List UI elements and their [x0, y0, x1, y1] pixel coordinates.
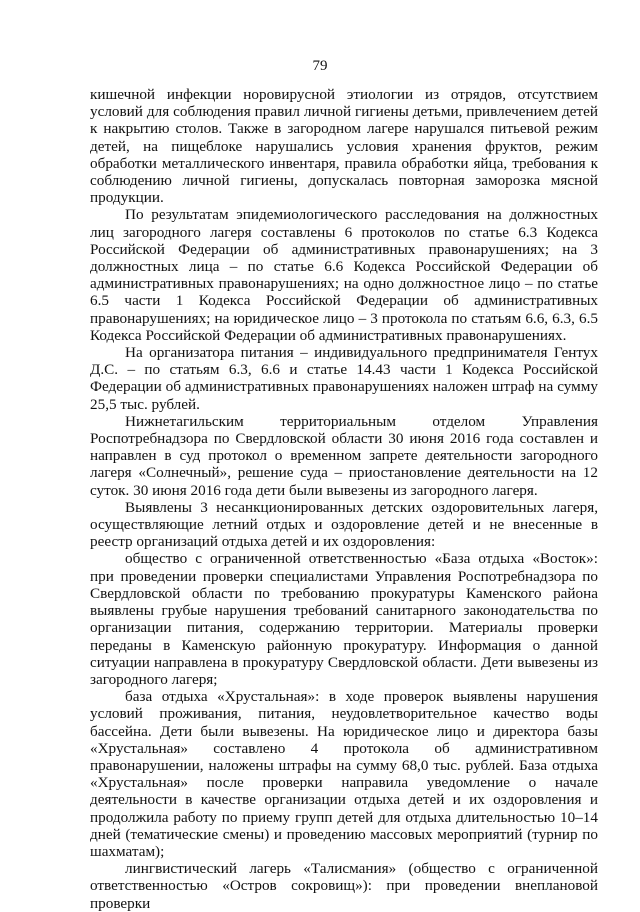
paragraph-food-organizer: На организатора питания – индивидуального предпринимателя Гентух Д.С. – по статьям 6.3, 6.6 и статье 14.43 части 1 Кодекса Российской Федерации об административных правонарушениях наложен штраф на сумму 25,5 тыс. рублей. — [90, 344, 598, 413]
paragraph-khrustalnaya: база отдыха «Хрустальная»: в ходе проверок выявлены нарушения условий проживания, питания, неудовлетворительное качество воды бассейна. Дети были вывезены. На юридическое лицо и директора базы «Хрустальная» составлено 4 протокола об административном правонарушении, наложены штрафы на сумму 68,0 тыс. рублей. База отдыха «Хрустальная» после проверки направила уведомление о начале деятельности в качестве организации отдыха детей и их оздоровления и продолжила работу по приему групп детей для отдыха длительностью 10–14 дней (тематические смены) и проведению массовых мероприятий (турнир по шахматам); — [90, 688, 598, 860]
paragraph-continuation: кишечной инфекции норовирусной этиологии из отрядов, отсутствием условий для соблюдения правил личной гигиены детьми, привлечением детей к накрытию столов. Также в загородном лагере нарушался питьевой режим детей, на пищеблоке нарушались условия хранения фруктов, режим обработки металлического инвентаря, правила обработки яйца, требования к соблюдению личной гигиены, допускалась повторная заморозка мясной продукции. — [90, 86, 598, 207]
paragraph-vostok: общество с ограниченной ответственностью «База отдыха «Восток»: при проведении проверки специалистами Управления Роспотребнадзора по Свердловской области по требованию прокуратуры Каменского района выявлены грубые нарушения требований санитарного законодательства по организации питания, содержанию территории. Материалы проверки переданы в Каменскую районную прокуратуру. Информация о данной ситуации направлена в прокуратуру Свердловской области. Дети вывезены из загородного лагеря; — [90, 550, 598, 688]
paragraph-court-decision: Нижнетагильским территориальным отделом Управления Роспотребнадзора по Свердловской области 30 июня 2016 года составлен и направлен в суд протокол о временном запрете деятельности загородного лагеря «Солнечный», решение суда – приостановление деятельности на 12 суток. 30 июня 2016 года дети были вывезены из загородного лагеря. — [90, 412, 598, 499]
paragraph-protocols: По результатам эпидемиологического расследования на должностных лиц загородного лагеря составлены 6 протоколов по статье 6.3 Кодекса Российской Федерации об административных правонарушениях; на 3 должностных лица – по статье 6.6 Кодекса Российской Федерации об административных правонарушениях; на одно должностное лицо – по статье 6.5 части 1 Кодекса Российской Федерации об административных правонарушениях; на юридическое лицо – 3 протокола по статьям 6.6, 6.3, 6.5 Кодекса Российской Федерации об административных правонарушениях. — [90, 206, 598, 344]
document-body — [90, 86, 598, 912]
page-number: 79 — [312, 58, 328, 74]
paragraph-talismania: лингвистический лагерь «Талисмания» (общество с ограниченной ответственностью «Остров сокровищ»): при проведении внеплановой проверки — [90, 860, 598, 912]
paragraph-unauthorized-camps: Выявлены 3 несанкционированных детских оздоровительных лагеря, осуществляющие летний отдых и оздоровление детей и не внесенные в реестр организаций отдыха детей и их оздоровления: — [90, 498, 598, 551]
